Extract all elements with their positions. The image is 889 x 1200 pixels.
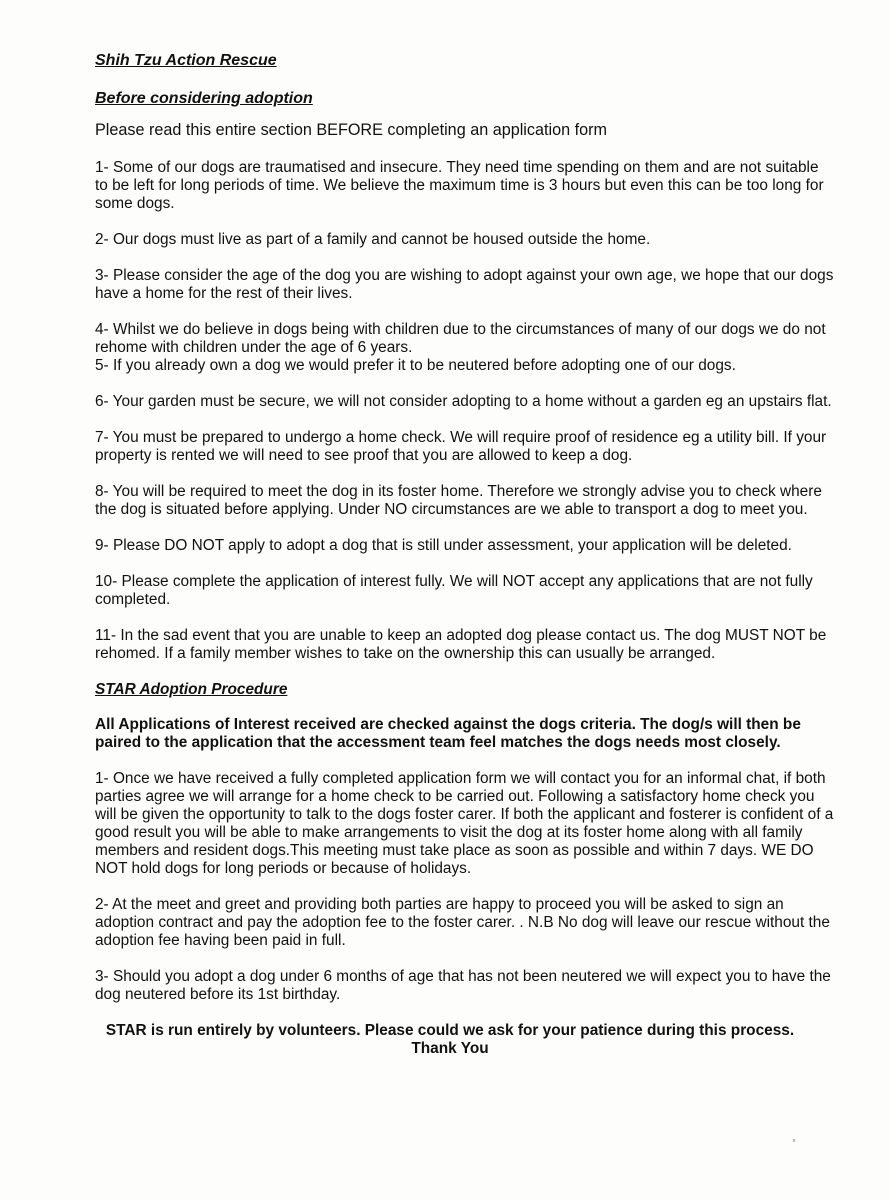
point-2: 2- Our dogs must live as part of a family and cannot be housed outside the home. <box>95 231 651 248</box>
point-7: 7- You must be prepared to undergo a home check. We will require proof of residence eg a utility bill. If your property is rented we will need to see proof that you are allowed to keep a dog. <box>95 429 827 464</box>
point-1: 1- Some of our dogs are traumatised and insecure. They need time spending on them and are not suitable to be left for long periods of time. We believe the maximum time is 3 hours but even this can be too long for some dogs. <box>95 159 824 212</box>
document-subtitle: Before considering adoption <box>95 90 313 107</box>
procedure-step-3: 3- Should you adopt a dog under 6 months of age that has not been neutered we will expect you to have the dog neutered before its 1st birthday. <box>95 968 831 1003</box>
point-4: 4- Whilst we do believe in dogs being with children due to the circumstances of many of our dogs we do not rehome with children under the age of 6 years. <box>95 321 826 356</box>
point-11: 11- In the sad event that you are unable to keep an adopted dog please contact us. The dog MUST NOT be rehomed. If a family member wishes to take on the ownership this can usually be arranged. <box>95 627 827 662</box>
point-6: 6- Your garden must be secure, we will not consider adopting to a home without a garden eg an upstairs flat. <box>95 393 832 410</box>
document-body <box>95 52 835 1058</box>
procedure-step-1: 1- Once we have received a fully completed application form we will contact you for an informal chat, if both parties agree we will arrange for a home check to be carried out. Following a satisfactory home check you will be given the opportunity to talk to the dogs foster carer. If both the applicant and fosterer is confident of a good result you will be able to make arrangements to visit the dog at its foster home along with all family members and resident dogs.This meeting must take place as soon as possible and within 7 days. WE DO NOT hold dogs for long periods or because of holidays. <box>95 770 834 877</box>
document-title: Shih Tzu Action Rescue <box>95 52 277 69</box>
procedure-step-2: 2- At the meet and greet and providing both parties are happy to proceed you will be asked to sign an adoption contract and pay the adoption fee to the foster carer. . N.B No dog will leave our rescue without the adoption fee having been paid in full. <box>95 896 830 949</box>
point-8: 8- You will be required to meet the dog in its foster home. Therefore we strongly advise you to check where the dog is situated before applying. Under NO circumstances are we able to transport a dog to meet you. <box>95 483 822 518</box>
footer-volunteers-line: STAR is run entirely by volunteers. Please could we ask for your patience during this process. <box>105 1022 795 1039</box>
procedure-heading: STAR Adoption Procedure <box>95 681 288 698</box>
procedure-intro: All Applications of Interest received are checked against the dogs criteria. The dog/s will then be paired to the application that the accessment team feel matches the dogs needs most closely. <box>95 716 801 751</box>
point-9: 9- Please DO NOT apply to adopt a dog that is still under assessment, your application will be deleted. <box>95 537 792 554</box>
footer-note <box>95 1022 805 1058</box>
point-10: 10- Please complete the application of interest fully. We will NOT accept any applications that are not fully completed. <box>95 573 813 608</box>
point-5: 5- If you already own a dog we would prefer it to be neutered before adopting one of our dogs. <box>95 357 736 374</box>
footer-thank-you: Thank You <box>411 1040 489 1057</box>
intro-text: Please read this entire section BEFORE completing an application form <box>95 121 607 139</box>
point-3: 3- Please consider the age of the dog you are wishing to adopt against your own age, we hope that our dogs have a home for the rest of their lives. <box>95 267 834 302</box>
scan-speck <box>793 1139 795 1142</box>
